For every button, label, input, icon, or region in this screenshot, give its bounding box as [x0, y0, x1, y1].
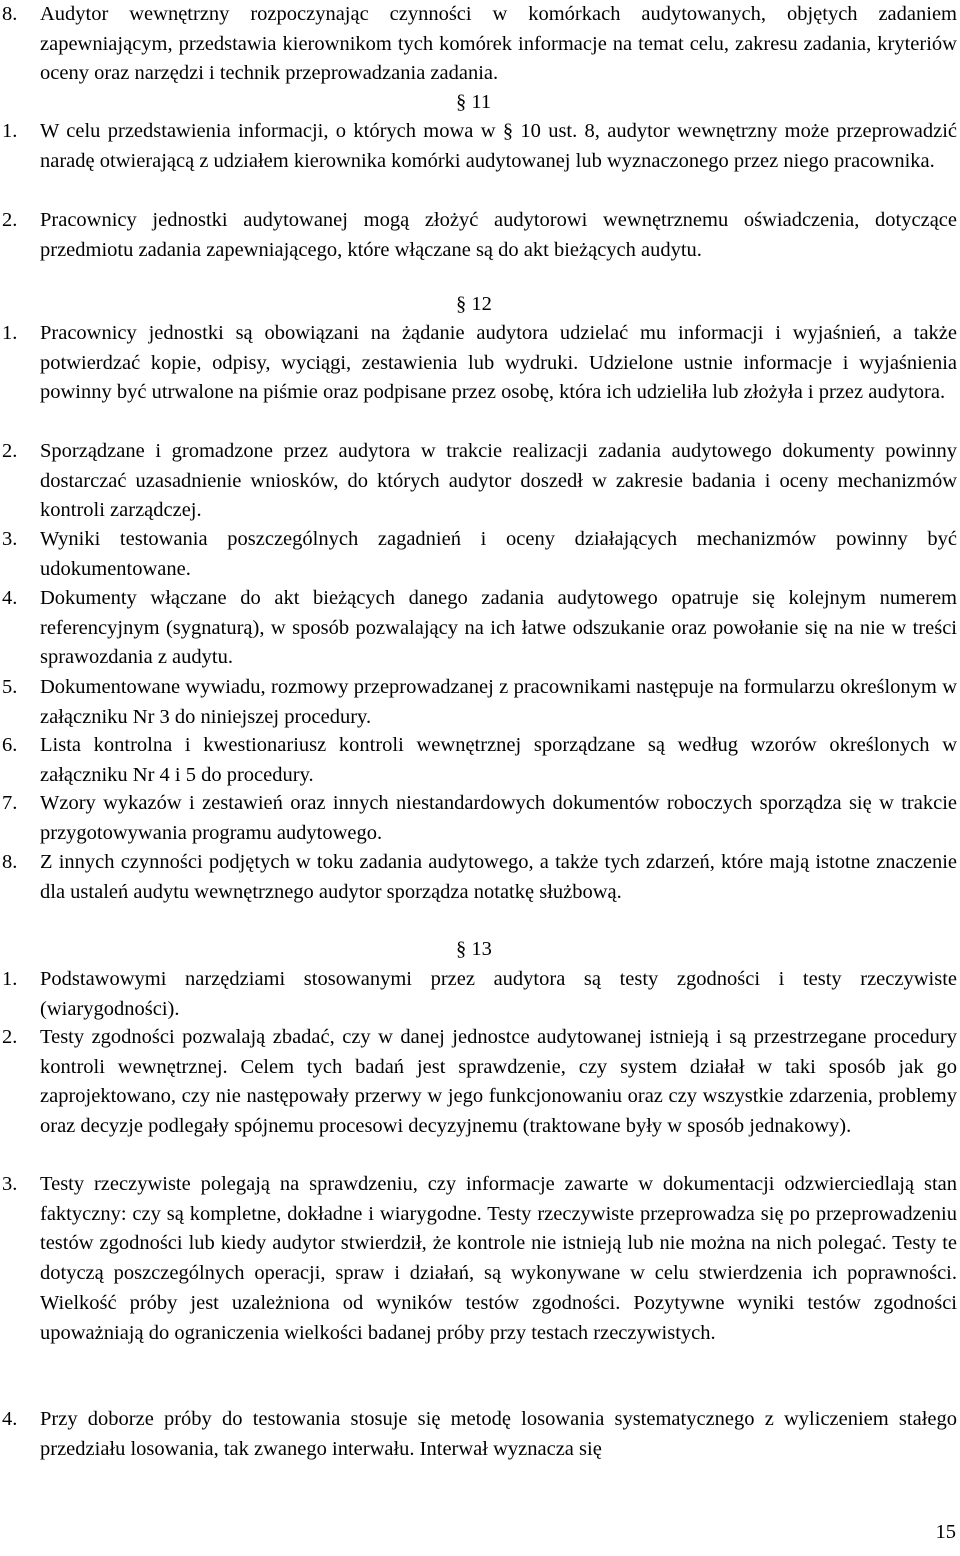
page-number: 15	[935, 1521, 956, 1543]
item-number: 1.	[2, 120, 18, 142]
item-number: 5.	[2, 676, 18, 698]
item-text: Testy zgodności pozwalają zbadać, czy w danej jednostce audytowanej istnieją i są przestrzegane procedury kontroli wewnętrznej. Celem tych badań jest sprawdzenie, czy system działał w taki sposób jak go zaprojektowano, czy nie następowały przerwy w jego funkcjonowaniu oraz czy wszystkie zdarzenia, problemy oraz decyzje podlegały spójnemu procesowi decyzyjnemu (traktowane były w sposób jednakowy).	[40, 1026, 957, 1138]
item-number: 3.	[2, 528, 18, 550]
item-text: Z innych czynności podjętych w toku zadania audytowego, a także tych zdarzeń, które mają istotne znaczenie dla ustaleń audytu wewnętrznego audytor sporządza notatkę służbową.	[40, 851, 957, 903]
item-number: 6.	[2, 734, 18, 756]
item-number: 3.	[2, 1173, 18, 1195]
item-number: 7.	[2, 792, 18, 814]
item-number: 4.	[2, 1408, 18, 1430]
item-number: 1.	[2, 322, 18, 344]
item-text: Testy rzeczywiste polegają na sprawdzeniu, czy informacje zawarte w dokumentacji odzwierciedlają stan faktyczny: czy są kompletne, dokładne i wiarygodne. Testy rzeczywiste przeprowadza się po przeprowadzeniu testów zgodności lub kiedy audytor stwierdził, że kontrole nie istnieją lub nie można na nich polegać. Testy te dotyczą poszczególnych operacji, spraw i działań, są wykonywane w celu stwierdzenia ich poprawności. Wielkość próby jest uzależniona od wyników testów zgodności. Pozytywne wyniki testów zgodności upoważniają do ograniczenia wielkości badanej próby przy testach rzeczywistych.	[40, 1173, 957, 1344]
item-text: Audytor wewnętrzny rozpoczynając czynności w komórkach audytowanych, objętych zadaniem zapewniającym, przedstawia kierownikom tych komórek informacje na temat celu, zakresu zadania, kryteriów oceny oraz narzędzi i technik przeprowadzania zadania.	[40, 3, 957, 85]
item-text: Podstawowymi narzędziami stosowanymi przez audytora są testy zgodności i testy rzeczywiste (wiarygodności).	[40, 968, 957, 1020]
item-number: 2.	[2, 440, 18, 462]
item-number: 4.	[2, 587, 18, 609]
item-text: Wzory wykazów i zestawień oraz innych niestandardowych dokumentów roboczych sporządza się w trakcie przygotowywania programu audytowego.	[40, 792, 957, 844]
section-heading: § 12	[456, 293, 492, 315]
item-text: Dokumentowane wywiadu, rozmowy przeprowadzanej z pracownikami następuje na formularzu określonym w załączniku Nr 3 do niniejszej procedury.	[40, 676, 957, 728]
item-number: 8.	[2, 851, 18, 873]
section-heading: § 13	[456, 938, 492, 960]
item-number: 1.	[2, 968, 18, 990]
item-text: Pracownicy jednostki są obowiązani na żądanie audytora udzielać mu informacji i wyjaśnień, a także potwierdzać kopie, odpisy, wyciągi, zestawienia lub wydruki. Udzielone ustnie informacje i wyjaśnienia powinny być utrwalone na piśmie oraz podpisane przez osobę, która ich udzieliła lub złożyła i przez audytora.	[40, 322, 957, 404]
item-text: Lista kontrolna i kwestionariusz kontroli wewnętrznej sporządzane są według wzorów określonych w załączniku Nr 4 i 5 do procedury.	[40, 734, 957, 786]
item-number: 2.	[2, 1026, 18, 1048]
item-text: Wyniki testowania poszczególnych zagadnień i oceny działających mechanizmów powinny być udokumentowane.	[40, 528, 957, 580]
item-text: Dokumenty włączane do akt bieżących danego zadania audytowego opatruje się kolejnym numerem referencyjnym (sygnaturą), w sposób pozwalający na ich łatwe odszukanie oraz powołanie się na nie w treści sprawozdania z audytu.	[40, 587, 957, 669]
item-text: Sporządzane i gromadzone przez audytora w trakcie realizacji zadania audytowego dokumenty powinny dostarczać uzasadnienie wniosków, do których audytor doszedł w zakresie badania i oceny mechanizmów kontroli zarządczej.	[40, 440, 957, 522]
item-text: W celu przedstawienia informacji, o których mowa w § 10 ust. 8, audytor wewnętrzny może przeprowadzić naradę otwierającą z udziałem kierownika komórki audytowanej lub wyznaczonego przez niego pracownika.	[40, 120, 957, 172]
item-text: Przy doborze próby do testowania stosuje się metodę losowania systematycznego z wyliczeniem stałego przedziału losowania, tak zwanego interwału. Interwał wyznacza się	[40, 1408, 957, 1460]
item-number: 8.	[2, 3, 18, 25]
item-text: Pracownicy jednostki audytowanej mogą złożyć audytorowi wewnętrznemu oświadczenia, dotyczące przedmiotu zadania zapewniającego, które włączane są do akt bieżących audytu.	[40, 209, 957, 261]
section-heading: § 11	[456, 91, 492, 113]
item-number: 2.	[2, 209, 18, 231]
